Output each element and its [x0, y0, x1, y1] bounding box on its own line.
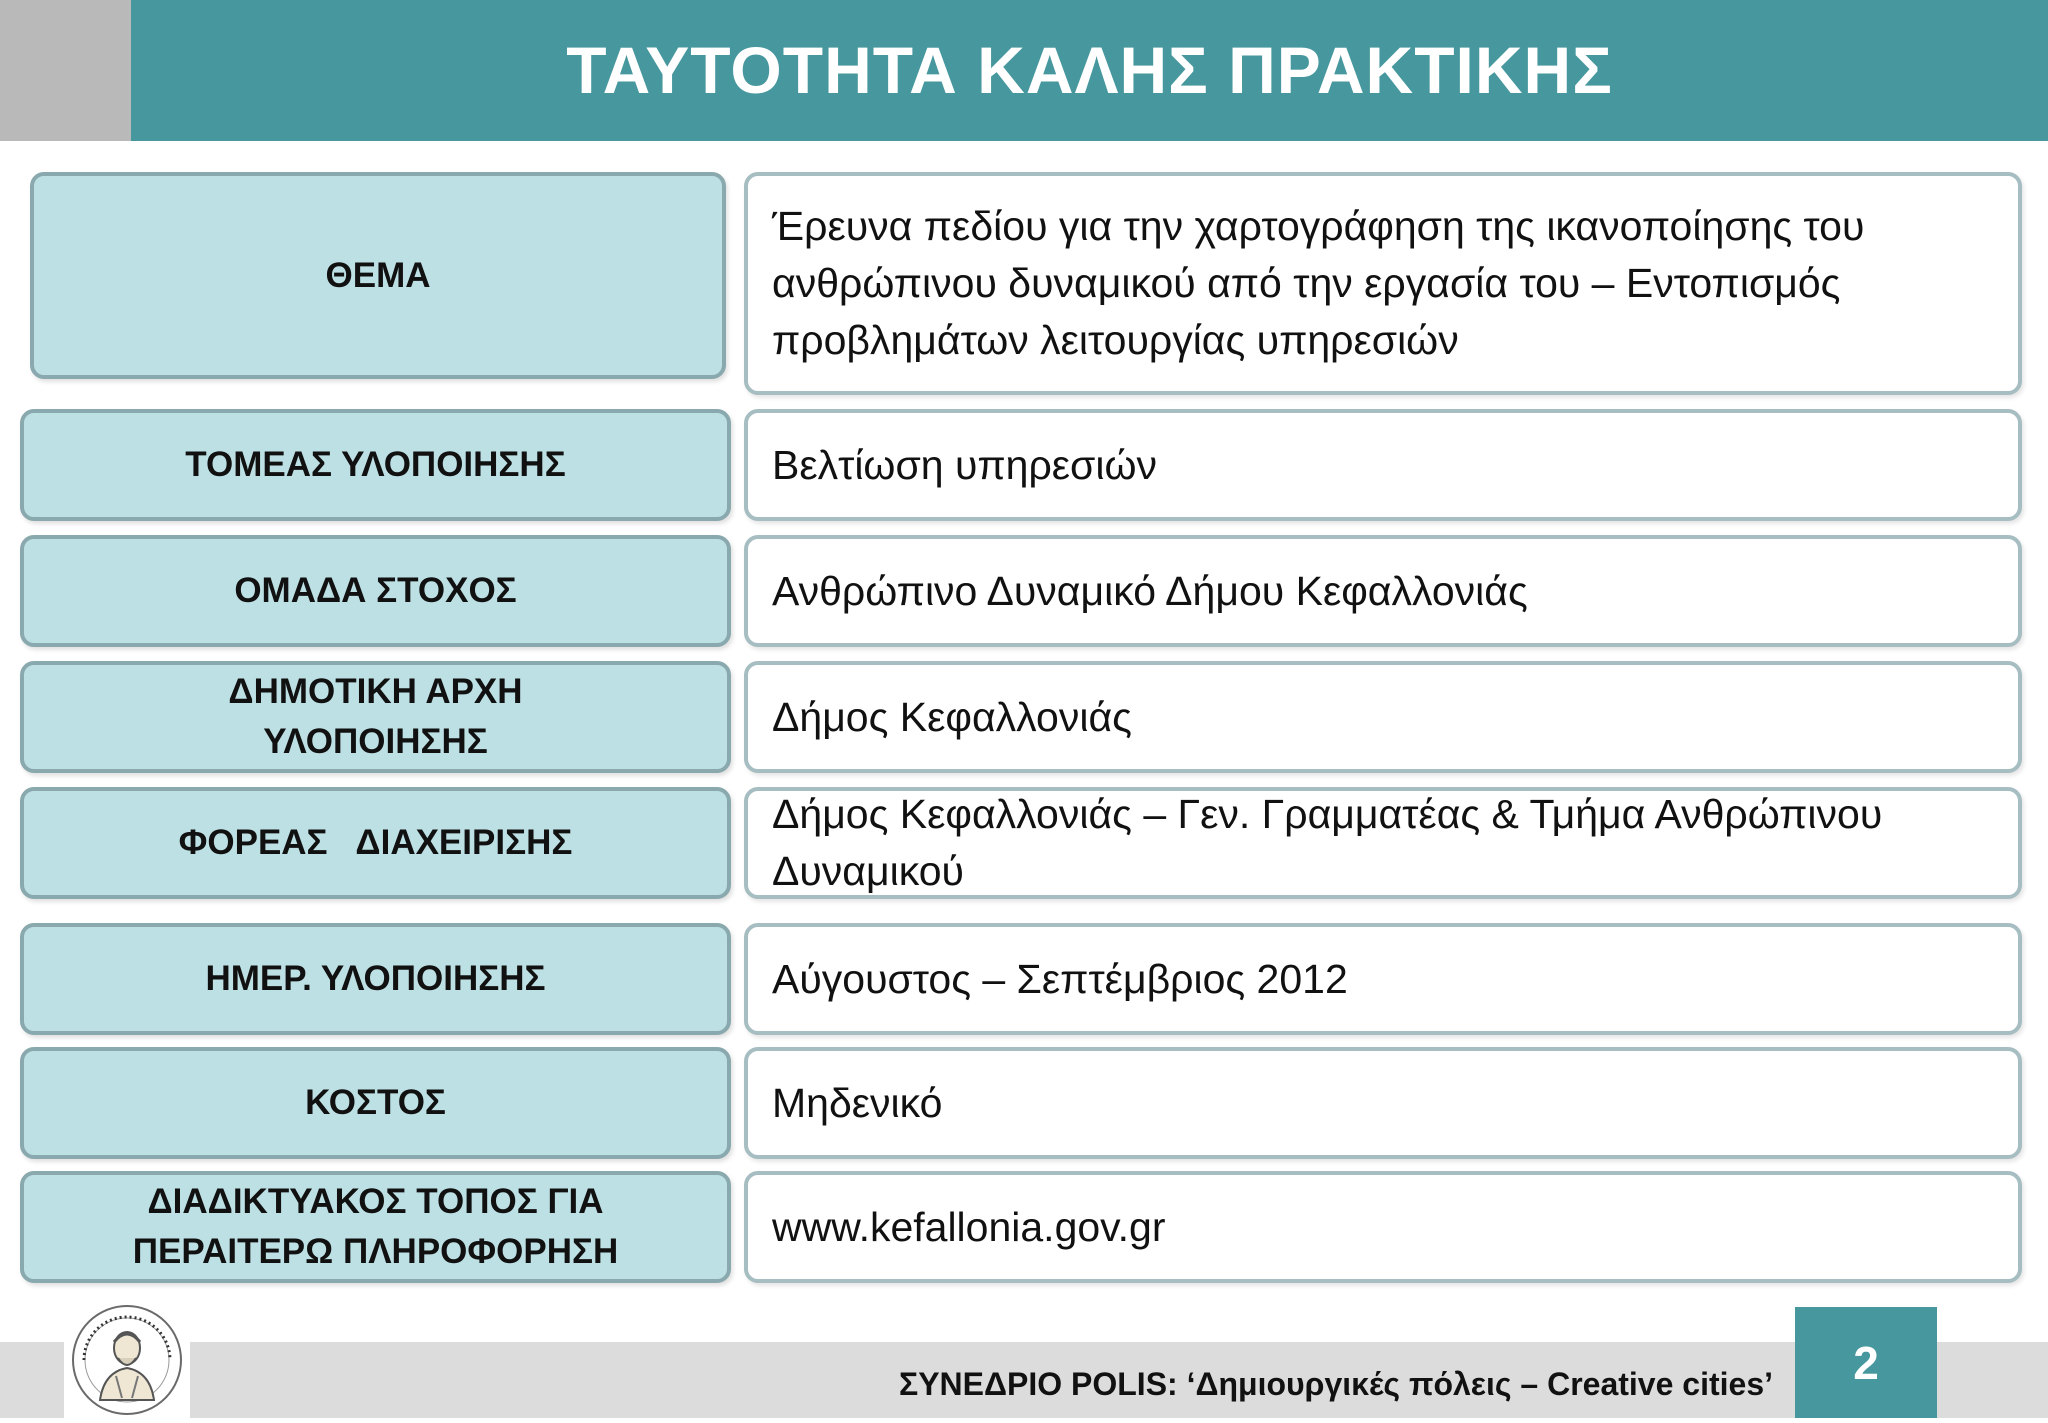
value-sector: Βελτίωση υπηρεσιών [744, 409, 2022, 521]
value-implementation-date: Αύγουστος – Σεπτέμβριος 2012 [744, 923, 2022, 1035]
label-implementation-date: ΗΜΕΡ. ΥΛΟΠΟΙΗΣΗΣ [20, 923, 731, 1035]
value-target-group: Ανθρώπινο Δυναμικό Δήμου Κεφαλλονιάς [744, 535, 2022, 647]
page-title: ΤΑΥΤΟΤΗΤΑ ΚΑΛΗΣ ΠΡΑΚΤΙΚΗΣ [566, 32, 1613, 107]
value-website[interactable]: www.kefallonia.gov.gr [744, 1171, 2022, 1283]
label-theme: ΘΕΜΑ [30, 172, 726, 379]
label-sector: ΤΟΜΕΑΣ ΥΛΟΠΟΙΗΣΗΣ [20, 409, 731, 521]
label-website: ΔΙΑΔΙΚΤΥΑΚΟΣ ΤΟΠΟΣ ΓΙΑ ΠΕΡΑΙΤΕΡΩ ΠΛΗΡΟΦΟΡΗΣΗ [20, 1171, 731, 1283]
header-gray-block [0, 0, 131, 141]
value-municipal-authority: Δήμος Κεφαλλονιάς [744, 661, 2022, 773]
conference-title: ΣΥΝΕΔΡΙΟ POLIS: ‘Δημιουργικές πόλεις – Creative cities’ [899, 1366, 1773, 1402]
label-cost: ΚΟΣΤΟΣ [20, 1047, 731, 1159]
page-number: 2 [1853, 1336, 1879, 1389]
page-number-box [1795, 1307, 1937, 1418]
label-managing-body: ΦΟΡΕΑΣ ΔΙΑΧΕΙΡΙΣΗΣ [20, 787, 731, 899]
value-managing-body: Δήμος Κεφαλλονιάς – Γεν. Γραμματέας & Τμήμα Ανθρώπινου Δυναμικού [744, 787, 2022, 899]
association-logo [64, 1302, 190, 1418]
value-theme: Έρευνα πεδίου για την χαρτογράφηση της ικανοποίησης του ανθρώπινου δυναμικού από την εργασία του – Εντοπισμός προβλημάτων λειτουργίας υπηρεσιών [744, 172, 2022, 395]
label-target-group: ΟΜΑΔΑ ΣΤΟΧΟΣ [20, 535, 731, 647]
label-municipal-authority: ΔΗΜΟΤΙΚΗ ΑΡΧΗ ΥΛΟΠΟΙΗΣΗΣ [20, 661, 731, 773]
logo-seal-icon [64, 1302, 190, 1418]
header-bar [131, 0, 2048, 141]
value-cost: Μηδενικό [744, 1047, 2022, 1159]
